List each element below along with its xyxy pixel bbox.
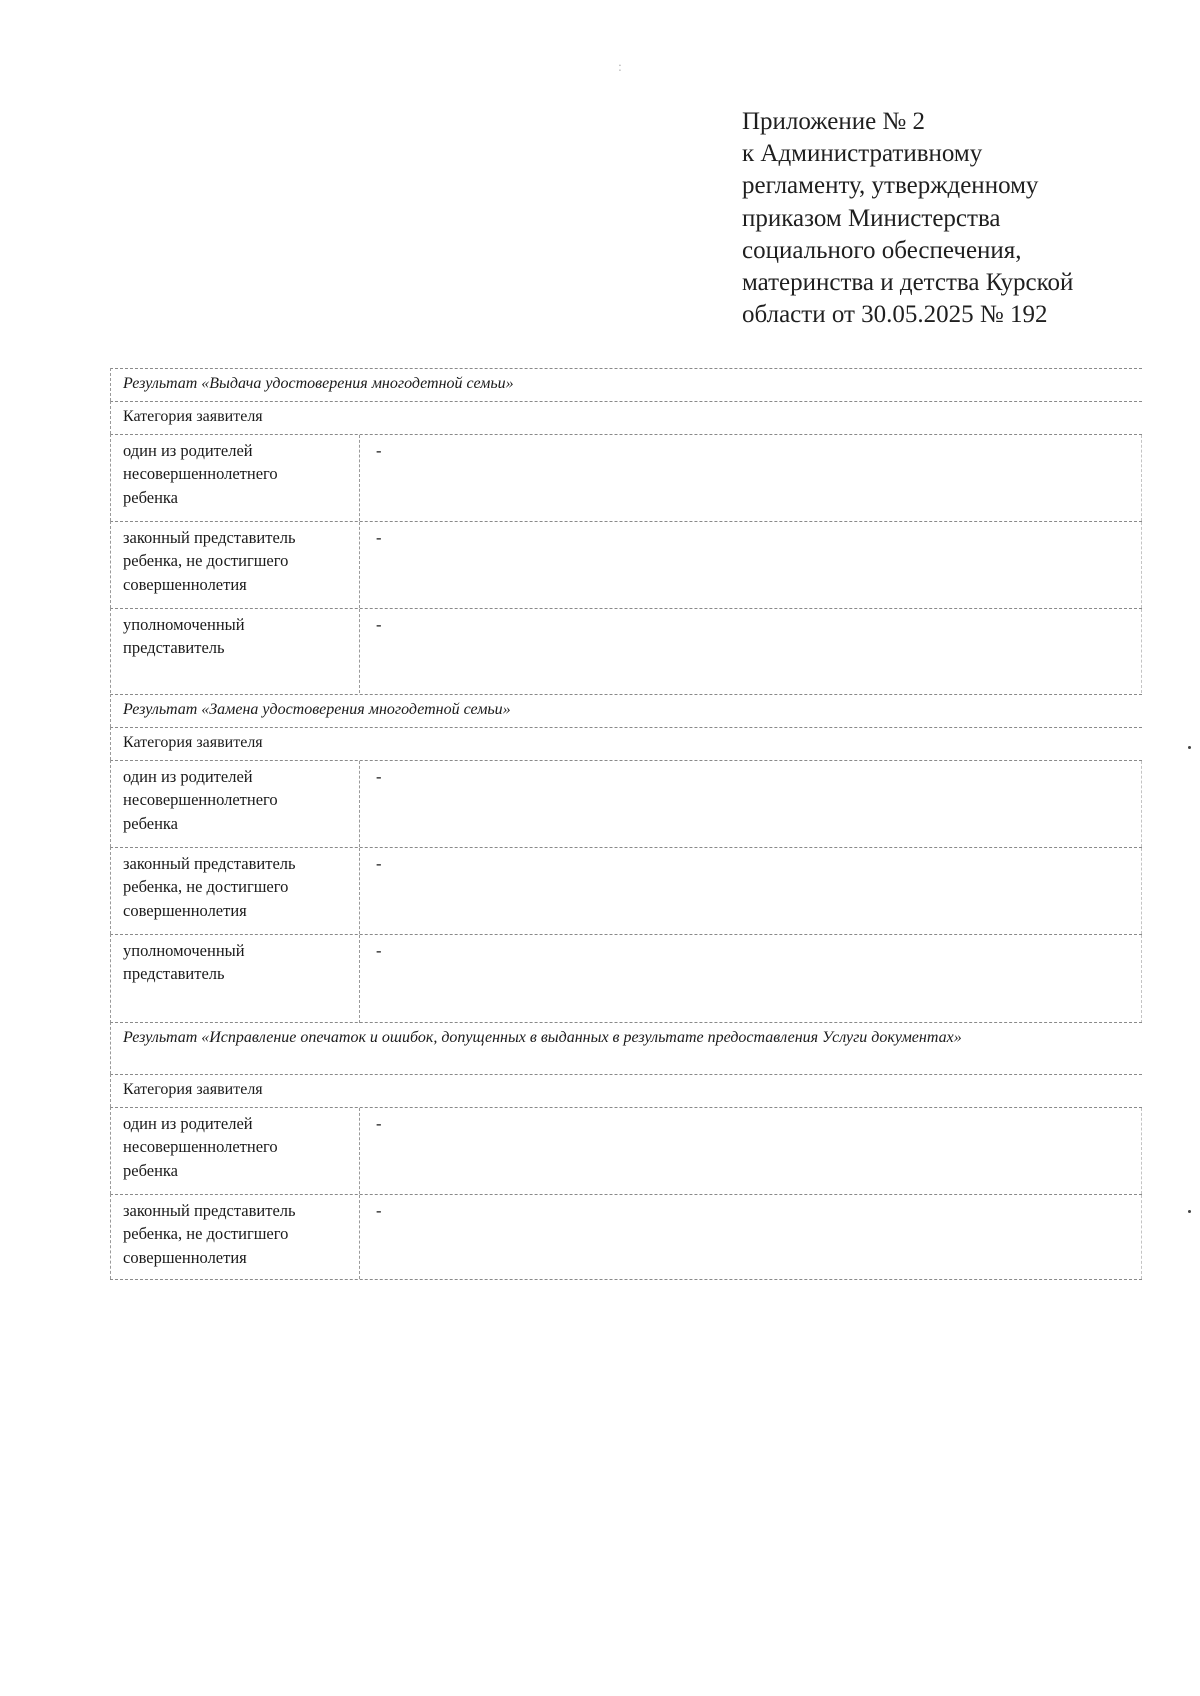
- applicant-label-line: уполномоченный: [123, 615, 245, 634]
- applicant-value: -: [359, 1108, 1142, 1194]
- applicant-value: -: [359, 848, 1142, 934]
- applicant-label-line: представитель: [123, 964, 225, 984]
- result-title: [110, 694, 1142, 727]
- applicant-label-line: ребенка: [123, 1160, 178, 1180]
- result-title-text: Результат «Исправление опечаток и ошибок, допущенных в выданных в результате предоставления Услуги документах»: [123, 1029, 962, 1046]
- applicant-category: [111, 935, 359, 1023]
- category-header: [110, 1074, 1142, 1107]
- appendix-line: социального обеспечения,: [742, 236, 1022, 264]
- applicant-category: [111, 522, 359, 608]
- applicant-row: [110, 847, 1142, 934]
- applicant-label-line: несовершеннолетнего: [123, 790, 278, 810]
- result-title-text: Результат «Замена удостоверения многодетной семьи»: [123, 701, 511, 718]
- applicant-label-line: законный представитель: [123, 854, 296, 873]
- applicant-row: [110, 760, 1142, 847]
- appendix-header: [742, 106, 1162, 331]
- applicant-row: [110, 521, 1142, 608]
- applicant-row: [110, 934, 1142, 1023]
- applicant-row: [110, 434, 1142, 521]
- applicant-value: -: [359, 1195, 1142, 1279]
- result-table-replace: [110, 694, 1142, 1023]
- result-title: [110, 1022, 1142, 1074]
- applicant-category: [111, 848, 359, 934]
- appendix-line: материнства и детства Курской: [742, 269, 1074, 297]
- applicant-value: -: [359, 935, 1142, 1023]
- applicant-category: [111, 1108, 359, 1194]
- applicant-label-line: совершеннолетия: [123, 900, 247, 920]
- appendix-line: области от 30.05.2025 № 192: [742, 301, 1048, 329]
- applicant-value: -: [359, 435, 1142, 521]
- appendix-line: к Административному: [742, 140, 983, 168]
- applicant-label-line: совершеннолетия: [123, 1247, 247, 1267]
- applicant-category: [111, 761, 359, 847]
- category-header: [110, 401, 1142, 434]
- category-header-text: Категория заявителя: [123, 734, 263, 751]
- applicant-label-line: ребенка, не достигшего: [123, 1224, 289, 1244]
- scan-artifact: :: [618, 60, 622, 75]
- scan-speck: [1188, 1210, 1191, 1213]
- appendix-line: регламенту, утвержденному: [742, 172, 1039, 200]
- applicant-row: [110, 608, 1142, 693]
- applicant-value: -: [359, 761, 1142, 847]
- applicant-value: -: [359, 609, 1142, 693]
- result-table-issue: [110, 368, 1142, 693]
- applicant-category: [111, 435, 359, 521]
- appendix-line: Приложение № 2: [742, 108, 926, 135]
- category-header: [110, 727, 1142, 760]
- applicant-value: -: [359, 522, 1142, 608]
- applicant-row: [110, 1107, 1142, 1194]
- result-title-text: Результат «Выдача удостоверения многодетной семьи»: [123, 375, 514, 392]
- applicant-label-line: ребенка, не достигшего: [123, 551, 289, 571]
- result-table-correction: [110, 1022, 1142, 1280]
- applicant-label-line: ребенка, не достигшего: [123, 877, 289, 897]
- applicant-label-line: законный представитель: [123, 528, 296, 547]
- applicant-label-line: уполномоченный: [123, 941, 245, 960]
- appendix-line: приказом Министерства: [742, 204, 1001, 232]
- applicant-label-line: один из родителей: [123, 441, 253, 460]
- applicant-label-line: один из родителей: [123, 1114, 253, 1133]
- applicant-label-line: несовершеннолетнего: [123, 1137, 278, 1157]
- applicant-label-line: законный представитель: [123, 1201, 296, 1220]
- applicant-label-line: ребенка: [123, 487, 178, 507]
- applicant-label-line: несовершеннолетнего: [123, 464, 278, 484]
- table-bottom-border: [110, 1279, 1142, 1280]
- applicant-category: [111, 609, 359, 693]
- category-header-text: Категория заявителя: [123, 408, 263, 425]
- applicant-label-line: ребенка: [123, 813, 178, 833]
- category-header-text: Категория заявителя: [123, 1081, 263, 1098]
- result-title: [110, 368, 1142, 401]
- applicant-row: [110, 1194, 1142, 1279]
- applicant-category: [111, 1195, 359, 1279]
- applicant-label-line: один из родителей: [123, 767, 253, 786]
- applicant-label-line: совершеннолетия: [123, 574, 247, 594]
- applicant-label-line: представитель: [123, 638, 225, 658]
- scan-speck: [1188, 746, 1191, 749]
